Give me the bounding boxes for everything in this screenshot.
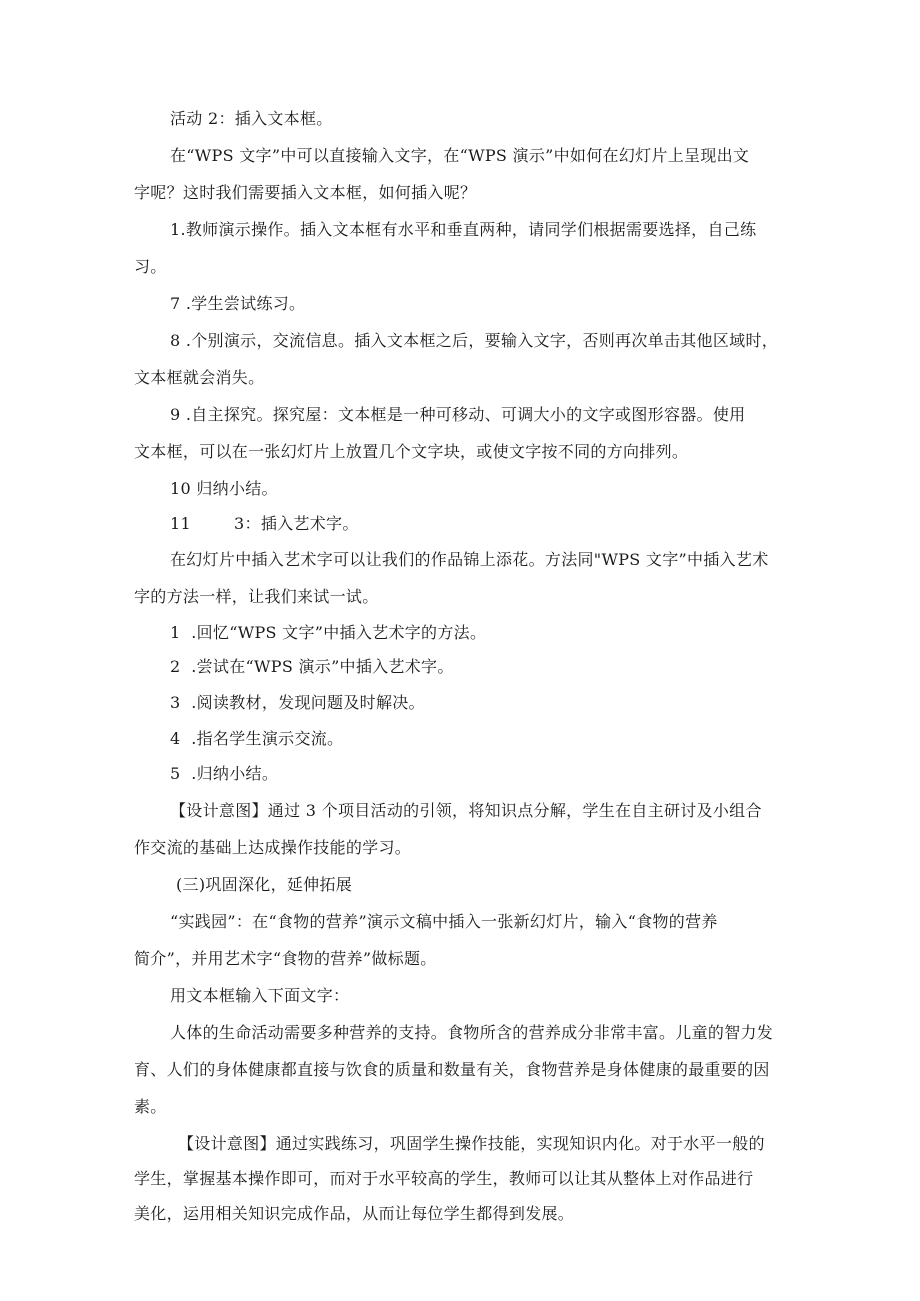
activity3-intro: 在幻灯片中插入艺术字可以让我们的作品锦上添花。方法同"WPS 文字”中插入艺术 字的方法一样，让我们来试一试。 xyxy=(134,550,769,606)
textbox-content: 人体的生命活动需要多种营养的支持。食物所含的营养成分非常丰富。儿童的智力发 育、人们的身体健康都直接与饮食的质量和数量有关，食物营养是身体健康的最重要的因 素。 xyxy=(134,1023,774,1116)
step-8: 8 .个别演示，交流信息。插入文本框之后，要输入文字，否则再次单击其他区域时， 文本框就会消失。 xyxy=(134,331,779,387)
list-item: 5 .归纳小结。 xyxy=(170,764,279,783)
practice-task: “实践园”：在“食物的营养”演示文稿中插入一张新幻灯片，输入“食物的营养 简介”，并用艺术字“食物的营养”做标题。 xyxy=(134,912,718,968)
design-intent-1: 【设计意图】通过 3 个项目活动的引领，将知识点分解，学生在自主研讨及小组合 作交流的基础上达成操作技能的学习。 xyxy=(134,801,762,857)
activity2-intro: 在“WPS 文字”中可以直接输入文字，在“WPS 演示”中如何在幻灯片上呈现出文 字呢？这时我们需要插入文本框，如何插入呢？ xyxy=(134,146,750,202)
list-item: 4 .指名学生演示交流。 xyxy=(170,729,344,748)
step-9: 9 .自主探究。探究屋：文本框是一种可移动、可调大小的文字或图形容器。使用 文本框，可以在一张幻灯片上放置几个文字块，或使文字按不同的方向排列。 xyxy=(134,405,746,461)
list-item: 1 .回忆“WPS 文字”中插入艺术字的方法。 xyxy=(170,623,487,642)
list-item: 3 .阅读教材，发现问题及时解决。 xyxy=(170,693,425,712)
design-intent-2: 【设计意图】通过实践练习，巩固学生操作技能，实现知识内化。对于水平一般的 学生，掌握基本操作即可，而对于水平较高的学生，教师可以让其从整体上对作品进行 美化，运用相关知识完成作品，从而让每位学生都得到发展。 xyxy=(134,1134,765,1223)
step-7: 7 .学生尝试练习。 xyxy=(170,294,306,313)
textbox-instruction: 用文本框输入下面文字： xyxy=(170,986,350,1005)
section-3-heading: (三)巩固深化，延伸拓展 xyxy=(176,875,353,894)
activity2-heading: 活动 2：插入文本框。 xyxy=(170,109,333,128)
step-1: 1.教师演示操作。插入文本框有水平和垂直两种，请同学们根据需要选择，自己练 习。 xyxy=(134,220,757,276)
list-item: 2 .尝试在“WPS 演示”中插入艺术字。 xyxy=(170,657,454,676)
step-11: 11 3：插入艺术字。 xyxy=(170,514,359,533)
step-10: 10 归纳小结。 xyxy=(170,479,278,498)
